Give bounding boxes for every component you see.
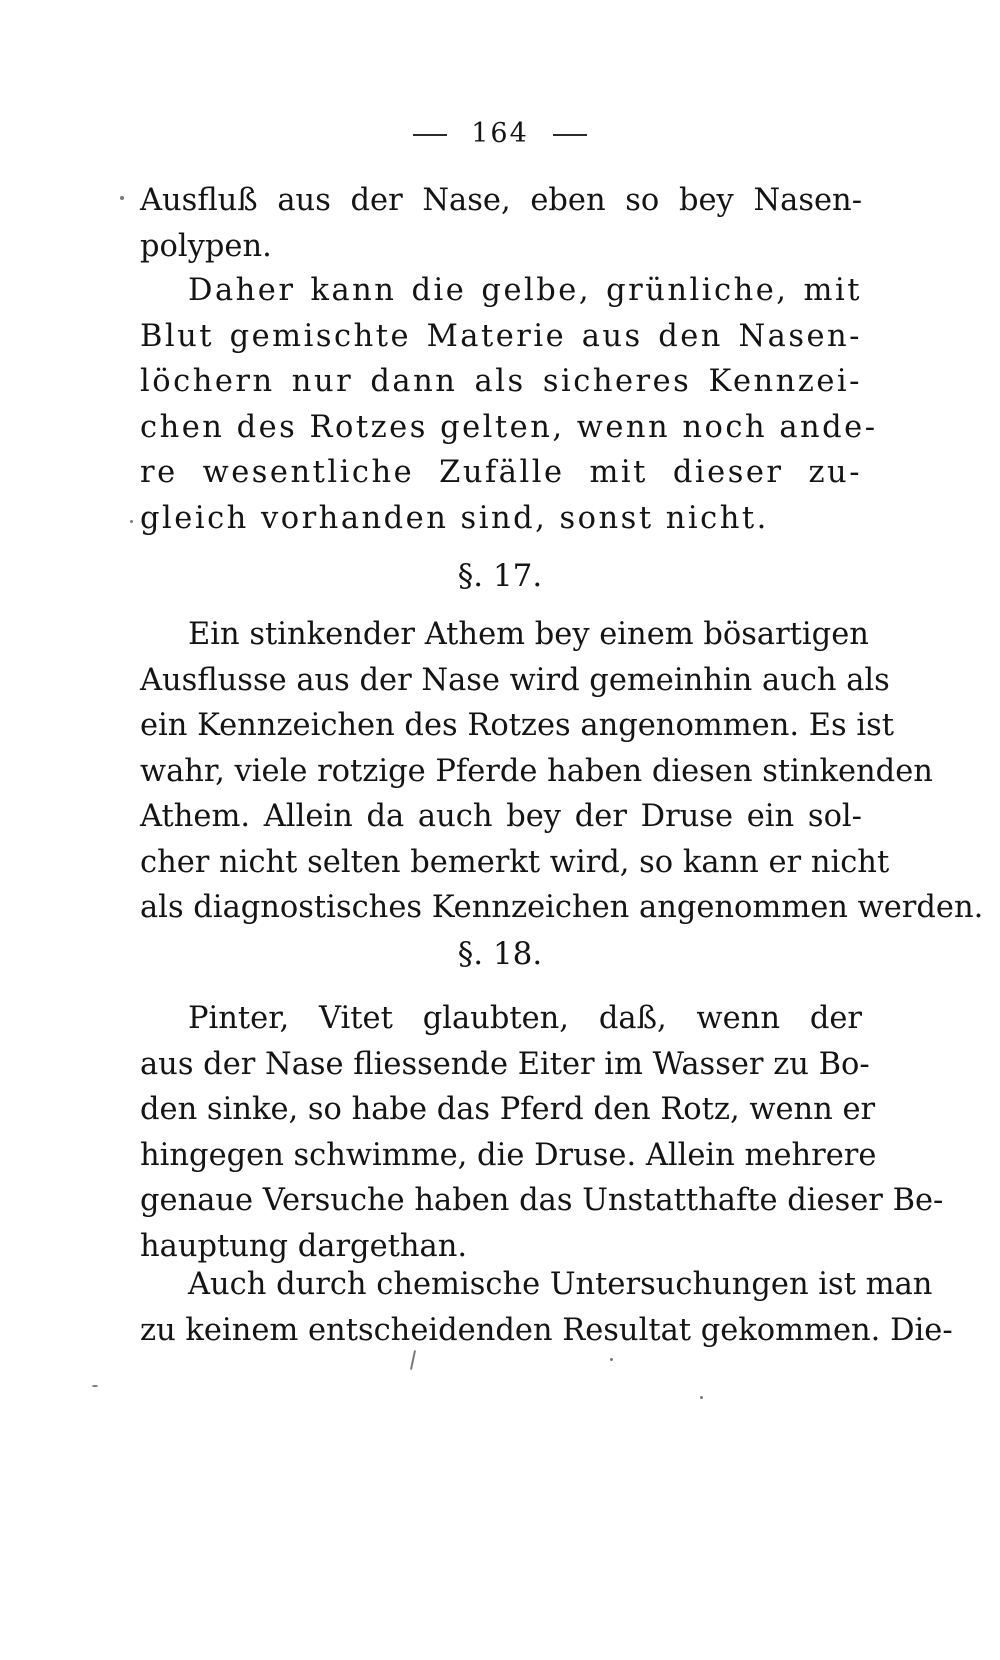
header-dash-right bbox=[553, 134, 587, 136]
section-heading-17: §. 17. bbox=[457, 558, 543, 594]
text-line: gleich vorhanden sind, sonst nicht. bbox=[140, 500, 769, 536]
scan-speck bbox=[700, 1396, 703, 1399]
text-line: den sinke, so habe das Pferd den Rotz, wenn er bbox=[140, 1092, 876, 1127]
text-line: Ausflusse aus der Nase wird gemeinhin auch als bbox=[140, 662, 890, 698]
paragraph-spaced bbox=[140, 268, 878, 541]
text-line: löchern nur dann als sicheres Kennzei- bbox=[140, 364, 862, 399]
text-line: Auch durch chemische Untersuchungen ist man bbox=[188, 1267, 933, 1302]
paragraph-section-18 bbox=[140, 996, 944, 1269]
text-line: wahr, viele rotzige Pferde haben diesen stinkenden bbox=[140, 753, 933, 789]
scan-speck bbox=[92, 1385, 98, 1387]
scan-speck bbox=[610, 1358, 613, 1361]
text-line: Daher kann die gelbe, grünliche, mit bbox=[188, 273, 862, 308]
scan-speck bbox=[120, 196, 124, 200]
text-line: chen des Rotzes gelten, wenn noch ande- bbox=[140, 409, 878, 445]
text-line: cher nicht selten bemerkt wird, so kann er nicht bbox=[140, 844, 890, 880]
text-line: genaue Versuche haben das Unstatthafte dieser Be- bbox=[140, 1183, 944, 1218]
text-line: als diagnostisches Kennzeichen angenommen werden. bbox=[140, 890, 984, 925]
text-line: zu keinem entscheidenden Resultat gekommen. Die- bbox=[140, 1312, 953, 1348]
text-line: hauptung dargethan. bbox=[140, 1228, 468, 1264]
text-line: aus der Nase fliessende Eiter im Wasser zu Bo- bbox=[140, 1046, 870, 1082]
text-line: Blut gemischte Materie aus den Nasen- bbox=[140, 318, 862, 354]
paragraph-last bbox=[140, 1262, 953, 1353]
scan-speck bbox=[130, 520, 133, 523]
text-line: ein Kennzeichen des Rotzes angenommen. Es ist bbox=[140, 708, 895, 743]
text-line: polypen. bbox=[140, 228, 272, 264]
section-heading-18: §. 18. bbox=[457, 936, 543, 972]
page-header bbox=[0, 118, 1000, 149]
scan-speck bbox=[410, 1350, 416, 1370]
text-line: Athem. Allein da auch bey der Druse ein sol- bbox=[140, 799, 862, 834]
paragraph-section-17 bbox=[140, 612, 984, 931]
page-number: 164 bbox=[471, 118, 529, 149]
header-dash-left bbox=[413, 134, 447, 136]
text-line: re wesentliche Zufälle mit dieser zu- bbox=[140, 455, 862, 490]
paragraph-continuation bbox=[140, 178, 862, 269]
text-line: hingegen schwimme, die Druse. Allein mehrere bbox=[140, 1137, 877, 1173]
text-line: Pinter, Vitet glaubten, daß, wenn der bbox=[188, 1001, 862, 1036]
text-line: Ein stinkender Athem bey einem bösartigen bbox=[188, 617, 869, 652]
text-line: Ausfluß aus der Nase, eben so bey Nasen- bbox=[140, 183, 862, 218]
